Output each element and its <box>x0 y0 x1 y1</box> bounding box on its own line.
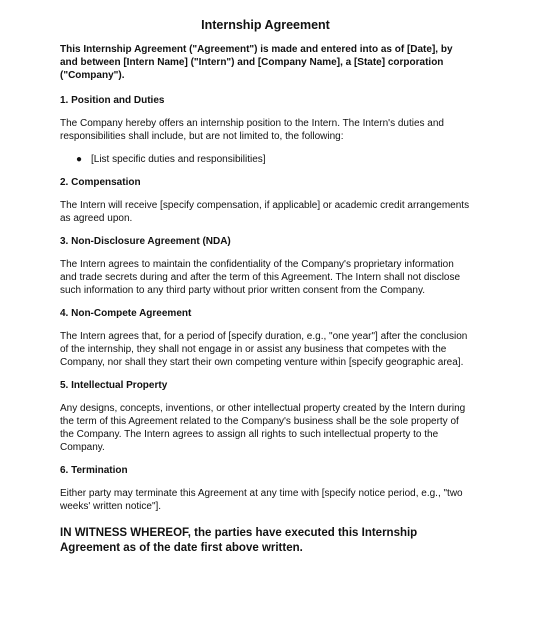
list-item <box>60 153 471 166</box>
section-text: The Company hereby offers an internship position to the Intern. The Intern's duties and responsibilities shall include, but are not limited to, the following: <box>60 118 444 142</box>
section-heading: 6. Termination <box>60 465 128 476</box>
section-text: The Intern agrees that, for a period of [specify duration, e.g., "one year"] after the conclusion of the internship, they shall not engage in or assist any business that competes with the Company, nor shall they start their own competing venture within [specify geographic area]. <box>60 331 468 368</box>
section-heading: 1. Position and Duties <box>60 95 165 106</box>
section-text: The Intern will receive [specify compensation, if applicable] or academic credit arrangements as agreed upon. <box>60 200 470 224</box>
section-intellectual-property <box>60 379 471 454</box>
section-text: Any designs, concepts, inventions, or other intellectual property created by the Intern during the term of this Agreement related to the Company's business shall be the sole property of the Company. The Intern agrees to assign all rights to such intellectual property to the Company. <box>60 403 466 453</box>
section-termination <box>60 464 471 513</box>
section-heading: 3. Non-Disclosure Agreement (NDA) <box>60 236 231 247</box>
section-heading: 4. Non-Compete Agreement <box>60 308 192 319</box>
section-heading: 2. Compensation <box>60 177 141 188</box>
duties-list <box>60 153 471 166</box>
section-heading: 5. Intellectual Property <box>60 380 168 391</box>
bullet-icon: ● <box>76 154 83 165</box>
witness-clause: IN WITNESS WHEREOF, the parties have executed this Internship Agreement as of the date first above written. <box>60 527 418 554</box>
list-item-text: [List specific duties and responsibilities] <box>91 154 266 165</box>
section-compensation <box>60 176 471 225</box>
document-title: Internship Agreement <box>201 18 330 32</box>
agreement-intro: This Internship Agreement ("Agreement") is made and entered into as of [Date], by and between [Intern Name] ("Intern") and [Company Name], a [State] corporation ("Company"). <box>60 44 453 81</box>
section-text: Either party may terminate this Agreement at any time with [specify notice period, e.g., "two weeks' written notice"]. <box>60 488 463 512</box>
section-non-compete <box>60 307 471 369</box>
section-non-disclosure <box>60 235 471 297</box>
section-position-and-duties <box>60 94 471 166</box>
section-text: The Intern agrees to maintain the confidentiality of the Company's proprietary information and trade secrets during and after the term of this Agreement. The Intern shall not disclose such information to any third party without prior written consent from the Company. <box>60 259 461 296</box>
